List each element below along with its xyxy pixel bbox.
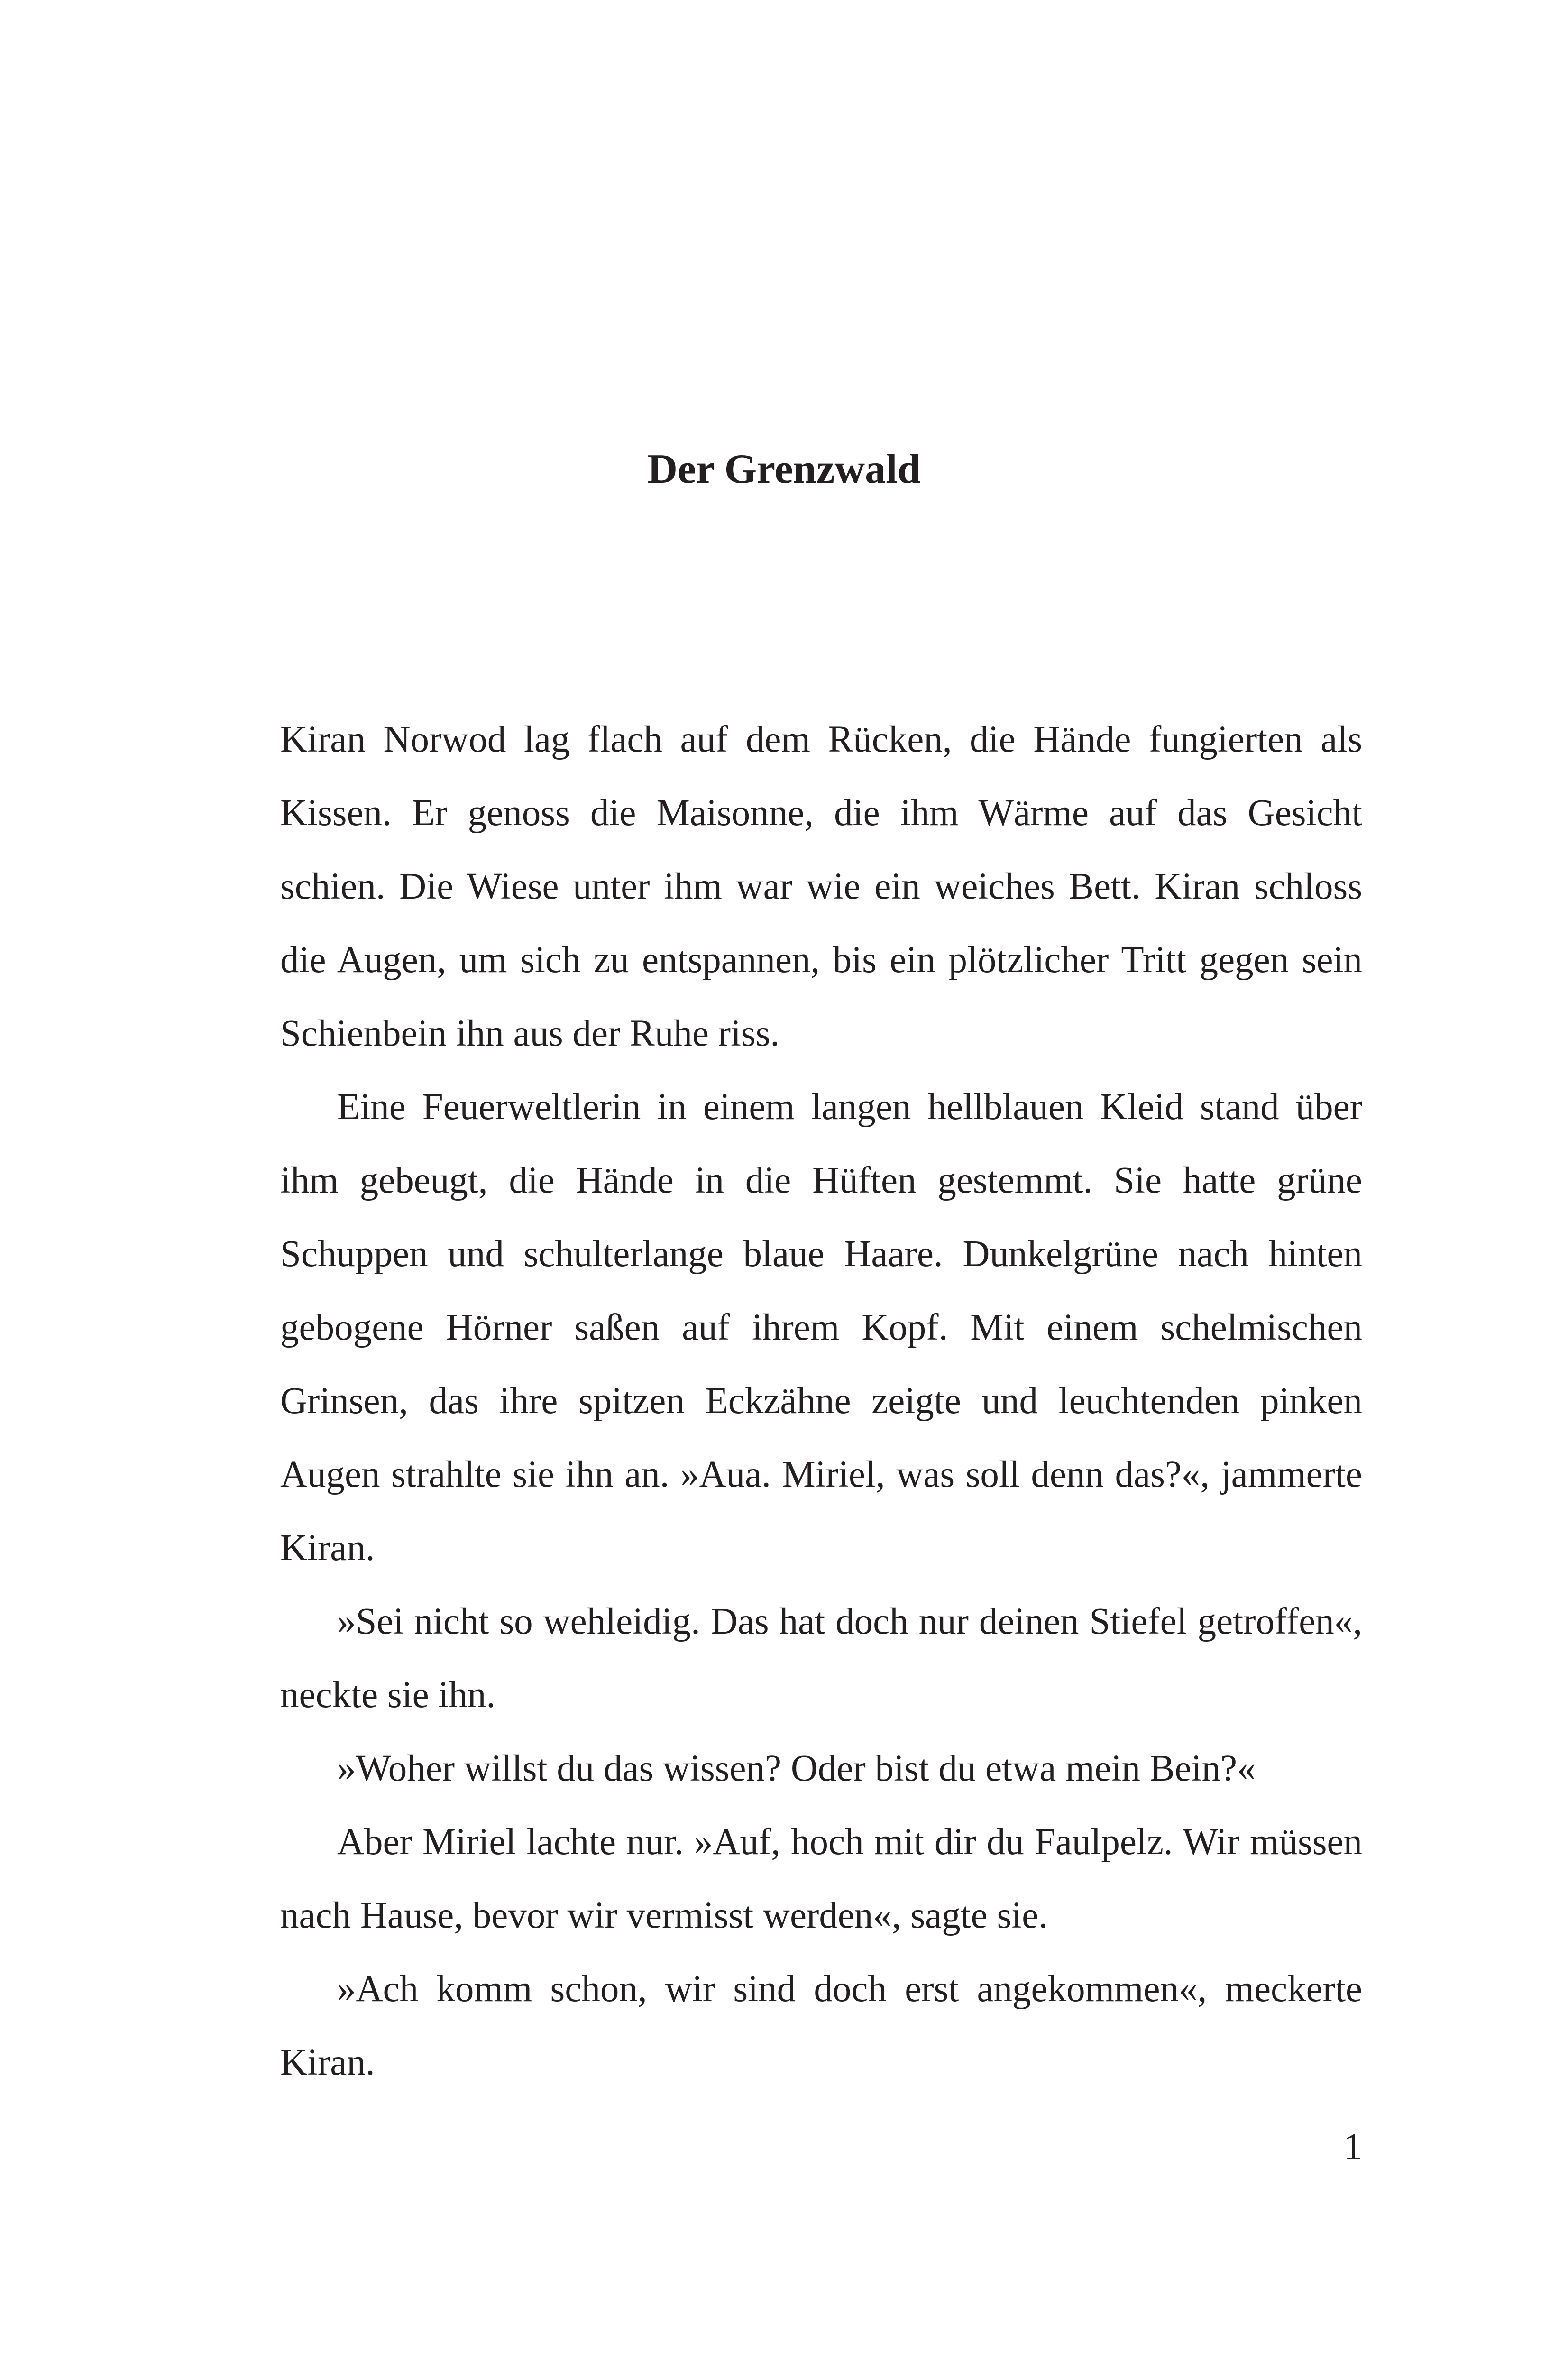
- page-number: 1: [1343, 2126, 1362, 2168]
- chapter-title: Der Grenzwald: [647, 446, 921, 492]
- body-text: [280, 703, 1362, 2099]
- paragraph: Kiran Norwod lag flach auf dem Rücken, die Hände fungierten als Kissen. Er genoss die Maisonne, die ihm Wärme auf das Gesicht schien. Die Wiese unter ihm war wie ein weiches Bett. Kiran schloss die Augen, um sich zu entspannen, bis ein plötzlicher Tritt gegen sein Schienbein ihn aus der Ruhe riss.: [280, 719, 1362, 1054]
- paragraph: »Woher willst du das wissen? Oder bist du etwa mein Bein?«: [337, 1748, 1256, 1789]
- paragraph: »Ach komm schon, wir sind doch erst angekommen«, meckerte Kiran.: [280, 1968, 1362, 2083]
- paragraph: »Sei nicht so wehleidig. Das hat doch nur deinen Stiefel getroffen«, neckte sie ihn.: [280, 1601, 1362, 1716]
- paragraph: Aber Miriel lachte nur. »Auf, hoch mit dir du Faulpelz. Wir müssen nach Hause, bevor wir vermisst werden«, sagte sie.: [280, 1821, 1362, 1936]
- paragraph: Eine Feuerweltlerin in einem langen hellblauen Kleid stand über ihm gebeugt, die Hände in die Hüften gestemmt. Sie hatte grüne Schuppen und schulterlange blaue Haare. Dunkelgrüne nach hinten gebogene Hörner saßen auf ihrem Kopf. Mit einem schelmischen Grinsen, das ihre spitzen Eckzähne zeigte und leuchtenden pinken Augen strahlte sie ihn an. »Aua. Miriel, was soll denn das?«, jammerte Kiran.: [280, 1086, 1362, 1569]
